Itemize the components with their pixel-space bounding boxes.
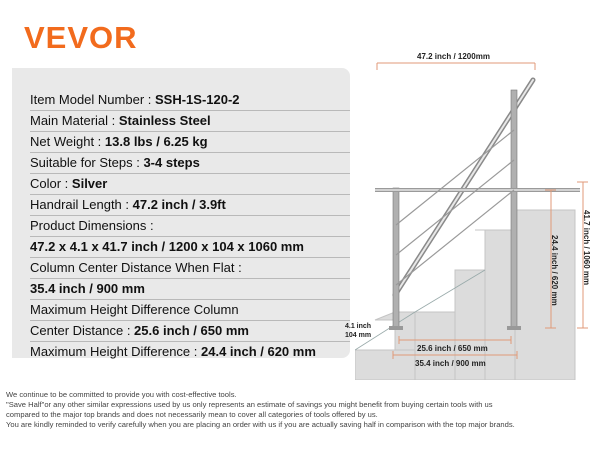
disclaimer-line: We continue to be committed to provide you with cost-effective tools. xyxy=(6,390,237,399)
disclaimer-line: compared to the major top brands and does not necessarily mean to cover all categories of tools offered by us. xyxy=(6,410,378,419)
dim-column-center-inclined: 25.6 inch / 650 mm xyxy=(417,344,488,353)
spec-row: Net Weight : 13.8 lbs / 6.25 kg xyxy=(30,132,350,153)
spec-row: Center Distance : 25.6 inch / 650 mm xyxy=(30,321,350,342)
spec-row: Suitable for Steps : 3-4 steps xyxy=(30,153,350,174)
dim-base-width: 4.1 inch 104 mm xyxy=(345,323,372,339)
vevor-logo: VEVOR xyxy=(24,20,138,55)
spec-row: Column Center Distance When Flat : xyxy=(30,258,350,279)
disclaimer-line: "Save Half"or any other similar expressions used by us only represents an estimate of savings you might benefit from buying certain tools with us xyxy=(6,400,493,409)
disclaimer xyxy=(6,390,598,430)
spec-row: Color : Silver xyxy=(30,174,350,195)
spec-row: Item Model Number : SSH-1S-120-2 xyxy=(30,90,350,111)
spec-row: Maximum Height Difference : 24.4 inch / 620 mm xyxy=(30,344,316,359)
spec-row: Main Material : Stainless Steel xyxy=(30,111,350,132)
dim-top-length: 47.2 inch / 1200mm xyxy=(417,52,490,61)
spec-row: 47.2 x 4.1 x 41.7 inch / 1200 x 104 x 1060 mm xyxy=(30,237,350,258)
dim-total-height: 41.7 inch / 1060 mm xyxy=(582,210,591,286)
spec-row: Handrail Length : 47.2 inch / 3.9ft xyxy=(30,195,350,216)
spec-row: Maximum Height Difference Column xyxy=(30,300,350,321)
dim-rail-height: 24.4 inch / 620 mm xyxy=(550,235,559,306)
spec-list xyxy=(30,90,350,362)
disclaimer-line: You are kindly reminded to verify carefully when you are placing an order with us if you are actually saving half in comparison with the top major brands. xyxy=(6,420,515,429)
dim-column-center-flat: 35.4 inch / 900 mm xyxy=(415,359,486,368)
spec-row: Product Dimensions : xyxy=(30,216,350,237)
spec-row: 35.4 inch / 900 mm xyxy=(30,279,350,300)
handrail-drawing xyxy=(355,50,595,380)
product-illustration xyxy=(345,50,595,380)
